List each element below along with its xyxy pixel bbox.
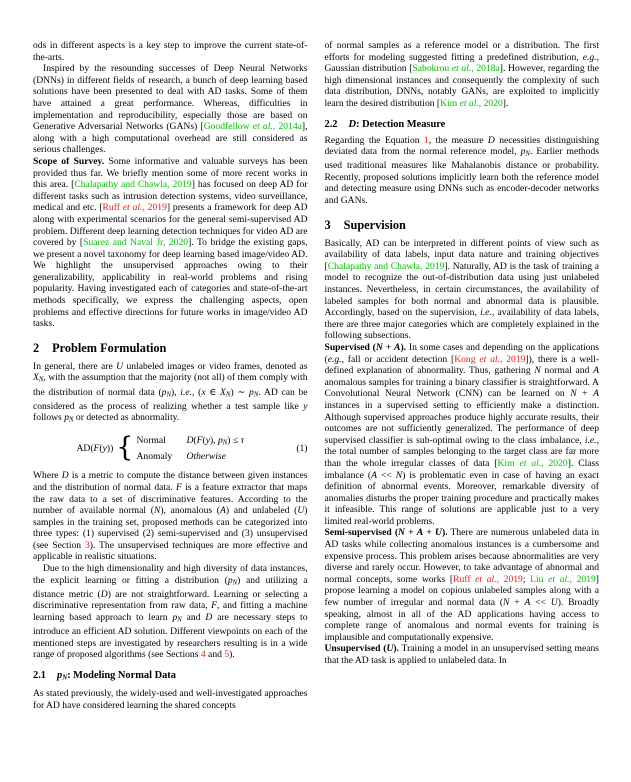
internal-ref-link[interactable]: 3 — [84, 539, 90, 551]
text-run: follows — [33, 412, 65, 424]
text-run: Basically, AD can be interpreted in different points of view such as availability of data labels, input data nature and training objectives [ — [324, 237, 599, 272]
text-run: N — [398, 527, 405, 539]
equation-block — [33, 434, 308, 463]
citation-link[interactable]: et al. — [548, 573, 570, 585]
text-run: , ( — [192, 386, 202, 398]
text-run: ) and unlabeled ( — [225, 505, 298, 517]
citation-link[interactable]: Goodfellow — [203, 121, 253, 133]
text-run: ods in different aspects is a key step to improve the current state-of-the-arts. — [33, 40, 308, 63]
text-run: Due to the high dimensionality and high diversity of data instances, the explicit learning or fitting a distribution ( — [33, 563, 308, 586]
section-number: 2 — [33, 340, 40, 355]
cases-brace-glyph: { — [116, 432, 134, 464]
text-run: i.e. — [584, 434, 597, 446]
text-run: : Detection Measure — [356, 118, 446, 130]
text-run: D — [205, 611, 213, 623]
text-run: + — [423, 527, 435, 539]
text-run: p — [172, 611, 178, 623]
text-run: ). — [229, 649, 235, 661]
text-run: ), — [171, 386, 181, 398]
text-run: p — [64, 412, 69, 424]
equation-case — [136, 435, 244, 449]
text-run: + — [576, 388, 594, 400]
text-run: ]. However, regarding the high dimensional instances and consequently the complexity of such data distribution, DNNs, notably GANs, are exploited to implicitly learn the desired distribution [ — [324, 63, 600, 109]
paragraph — [33, 361, 308, 426]
citation-link[interactable]: , 2020 — [541, 457, 568, 469]
citation-link[interactable]: Chalapathy and Chawla, 2019 — [74, 179, 192, 191]
text-run: A — [371, 469, 377, 481]
text-run: F — [175, 481, 182, 493]
text-run: instances in a supervised setting to efficiently make a distinction. Although supervised approaches produce highly accurate results, their outcomes are not sufficiently generalized. The performance of deep supervised classifier is sub-optimal owing to the class imbalance, — [324, 399, 599, 446]
text-run: D — [348, 118, 357, 130]
text-run: N — [375, 341, 383, 353]
text-run: N — [68, 416, 74, 424]
text-run: D — [487, 134, 495, 146]
citation-link[interactable]: Ruff — [453, 573, 476, 585]
text-run: ], along with a high computational overhead are still considered as serious challenges. — [33, 121, 308, 156]
text-run: ) ≤ — [227, 435, 241, 447]
internal-ref-link[interactable]: 5 — [224, 649, 230, 661]
text-run: , the total number of samples belonging to the target class are far more than the whole irregular classes of data [ — [324, 434, 599, 469]
text-run: ] propose learning a model on copious unlabeled samples along with a few number of irregular and normal data ( — [324, 573, 599, 609]
text-run: Where — [33, 470, 62, 482]
text-run: ]. — [502, 97, 509, 109]
text-run: ) ∼ — [230, 386, 250, 398]
citation-link[interactable]: et al. — [519, 457, 542, 469]
text-run: + — [382, 341, 395, 353]
text-run: D — [186, 435, 194, 447]
paragraph — [325, 643, 600, 666]
text-run: A — [593, 365, 599, 377]
citation-link[interactable]: et al. — [122, 202, 143, 214]
text-run: , Gaussian distribution [ — [324, 51, 599, 75]
internal-ref-link[interactable]: 1 — [423, 134, 429, 146]
text-run: ( — [99, 443, 103, 455]
text-run: N — [225, 391, 231, 399]
text-run: A — [593, 388, 599, 400]
section-title: Supervision — [343, 217, 406, 232]
text-run: Otherwise — [186, 450, 226, 462]
text-run: p — [57, 669, 63, 681]
citation-link[interactable]: et al. — [479, 353, 500, 365]
text-run: Regarding the Equation — [324, 134, 424, 146]
text-run: A — [416, 527, 424, 539]
right-column — [325, 40, 600, 768]
equation-lhs — [76, 443, 113, 455]
citation-link[interactable]: Kim — [497, 457, 520, 469]
text-run: ) samples in the training set, proposed methods can be categorized into three types: (1) supervised (2) semi-supervised and (3) unsupervised (see Section — [33, 505, 308, 551]
text-run: N — [503, 597, 510, 609]
text-run: ∈ — [205, 386, 221, 398]
text-run: e.g. — [327, 353, 342, 365]
text-run: F — [196, 435, 203, 447]
citation-link[interactable]: , 2019 — [499, 353, 526, 365]
citation-link[interactable]: , 2018a — [471, 63, 500, 75]
text-run: ), — [209, 435, 218, 447]
text-run: << — [530, 597, 551, 609]
text-run: , availability of data labels, there are three major categories which are completely explained in the following subsections. — [324, 307, 599, 342]
text-run: is a feature extractor that maps the raw data to a set of discriminative features. According to the number of available normal ( — [33, 481, 308, 517]
text-run: y — [303, 400, 308, 412]
subsection-heading — [325, 119, 600, 131]
citation-link[interactable]: Kim — [440, 97, 460, 109]
citation-link[interactable]: Suarez and Naval Jr, 2020 — [83, 237, 189, 249]
text-run: N — [38, 376, 44, 384]
citation-link[interactable]: Ruff — [102, 202, 123, 214]
text-run: U — [435, 527, 442, 539]
text-run: p — [217, 435, 223, 447]
text-run: Normal — [136, 435, 166, 447]
text-run: ). The unsupervised techniques are more effective and applicable in realistic situations. — [33, 539, 308, 563]
equation-case — [136, 451, 244, 463]
text-run: ) is problematic even in case of having an exact definition of abnormal events. Moreover, remarkable diversity of anomalies disturbs the proper training procedure and practically makes it infeasible. This range of solutions are applicable just to a very limited real-world problems. — [324, 469, 599, 527]
text-run: U — [297, 505, 305, 517]
text-run: are necessary steps to introduce an efficient AD solution. Different viewpoints on each of the mentioned steps are investigated by researchers resulting is in a wide range of proposed algorithms (see Sections — [33, 611, 308, 661]
paragraph — [33, 63, 308, 156]
paragraph — [33, 156, 308, 330]
text-run: or detected as abnormality. — [73, 412, 180, 424]
paragraph — [33, 40, 308, 63]
citation-link[interactable]: , 2019 — [142, 202, 167, 214]
text-run: Inspired by the resounding successes of Deep Neural Networks (DNNs) in different fields of research, a bunch of deep learning based solutions have been presented to deal with AD tasks. Some of them have attained a great performance. Whereas, difficulties in implementation and reproducibility, especially those are based on Generative Adversarial Networks (GANs) [ — [33, 63, 308, 133]
text-run: p — [161, 386, 167, 398]
text-run: ). — [400, 341, 407, 353]
section-number: 2.1 — [33, 669, 46, 681]
text-run: Supervised ( — [324, 341, 376, 353]
text-run: necessities distinguishing deviated data from the normal reference model, — [324, 134, 599, 158]
citation-link[interactable]: , 2014a — [272, 121, 302, 133]
text-run: ). Broadly speaking, almost in all of the AD applications having access to complete range of anomalous and normal events for training is implausible and computationally expensive. — [324, 597, 599, 643]
paragraph — [325, 40, 600, 110]
text-run: and — [181, 611, 206, 623]
citation-link[interactable]: et al. — [459, 97, 479, 109]
left-column — [33, 40, 308, 768]
text-run: F — [211, 600, 218, 612]
text-run: Some informative and valuable surveys has been provided thus far. We briefly mention some of more recent works in this area. [ — [33, 155, 308, 191]
text-run: ( — [202, 435, 206, 447]
case-label — [136, 451, 186, 463]
text-run: and — [205, 649, 225, 661]
text-run: . AD can be considered as the process of realizing whether a test sample like — [33, 386, 308, 412]
text-run: ) and utilizing a distance metric ( — [33, 574, 308, 600]
section-number: 2.2 — [324, 118, 338, 130]
citation-link[interactable]: , 2019 — [569, 573, 596, 585]
citation-link[interactable]: et al. — [451, 63, 472, 75]
text-run: D — [61, 470, 69, 482]
text-run: Training a model in an unsupervised setting means that the AD task is applied to unlabeled data. In — [324, 643, 599, 666]
paragraph — [33, 563, 308, 661]
equation-number: (1) — [296, 443, 308, 455]
text-run: Semi-supervised ( — [324, 527, 399, 539]
text-run: e.g. — [582, 51, 597, 63]
paragraph — [325, 527, 600, 643]
text-run: , with the assumption that the majority (not all) of them comply with the distribution of normal data ( — [33, 372, 308, 398]
text-run: << — [376, 469, 396, 481]
text-run: N — [395, 469, 403, 481]
text-run: N — [62, 674, 68, 682]
internal-ref-link[interactable]: 4 — [200, 649, 206, 661]
subsection-heading — [33, 670, 308, 685]
text-run: ]. To bridge the existing gaps, we present a novel taxonomy for deep learning based image/video AD. We highlight the unsupervised approaches owing to their generalizability, applicability in real-world problems and rising popularity. Having investigated each of categories and state-of-the-art methods specifically, we express the challenging aspects, open problems and effective directions for future works in image/video AD tasks. — [33, 237, 308, 330]
text-run: U — [386, 643, 394, 655]
text-run: N — [166, 391, 172, 399]
text-run: N — [534, 365, 541, 377]
text-run: normal and — [540, 365, 594, 377]
text-run: U — [550, 597, 558, 609]
text-run: y — [205, 435, 210, 447]
text-run: N — [570, 388, 577, 400]
text-run: ; — [522, 573, 531, 585]
section-title: Problem Formulation — [52, 340, 167, 355]
text-run: : Modeling Normal Data — [67, 669, 176, 681]
text-run: of normal samples as a reference model or a distribution. The first efforts for modeling suggested fitting a predefined distribution, — [324, 40, 599, 63]
text-run: ]. Class imbalance ( — [324, 457, 600, 481]
text-run: There are numerous unlabeled data in AD tasks while collecting anomalous instances is a cumbersome and expensive process. This problem arises because abnormalities are very diverse and rarely occur. However, to take advantage of abnormal and normal concepts, some works [ — [324, 527, 600, 585]
section-title — [349, 119, 446, 131]
text-run: τ — [240, 435, 244, 447]
text-run: D — [100, 588, 108, 600]
text-run: ) are not straightforward. Learning or selecting a discriminative representation from raw data, — [33, 588, 308, 612]
paragraph — [33, 470, 308, 563]
text-run: i.e. — [180, 386, 193, 398]
text-run: ] presents a framework for deep AD along with experimental scenarios for the general semi-supervised AD problem. Different deep learning detection techniques for video AD are covered by [ — [33, 202, 308, 249]
citation-link[interactable]: Sabokrou — [412, 63, 452, 75]
text-run: A — [524, 597, 531, 609]
text-run: In some cases and depending on the applications ( — [324, 341, 600, 365]
text-run: A — [394, 341, 401, 353]
text-run: As stated previously, the widely-used and well-investigated approaches for AD have considered learning the shared concepts — [33, 688, 308, 711]
text-run: ). — [441, 527, 448, 539]
text-run: Scope of Survey. — [33, 155, 105, 167]
section-heading — [325, 218, 600, 232]
text-run: N — [232, 579, 238, 587]
text-run: ]), there is a well-defined explanation of abnormality. Thus, gathering — [324, 353, 600, 377]
text-run: , and fitting a machine learning based approach to learn — [33, 600, 308, 623]
text-run: )) — [106, 443, 114, 455]
paragraph — [325, 238, 600, 342]
text-run: F — [93, 443, 100, 455]
text-run: AD( — [76, 443, 94, 455]
case-condition — [186, 435, 244, 449]
text-run: A — [219, 505, 226, 517]
text-run: is a metric to compute the distance between given instances and the distribution of normal data. — [33, 470, 308, 493]
citation-link[interactable]: et al. — [252, 121, 273, 133]
citation-link[interactable]: Chalapathy and Chawla, 2019 — [327, 260, 445, 272]
text-run: ]. Naturally, AD is the task of training a model to recognize the out-of-distribution data using just unlabeled instances. Nevertheless, in certain circumstances, the availability of labeled samples for both normal and abnormal data is plausible. Accordingly, based on the supervision, — [324, 260, 599, 319]
text-run: ), anomalous ( — [160, 505, 220, 517]
text-run: i.e. — [480, 307, 492, 319]
citation-link[interactable]: Liu — [530, 573, 549, 585]
text-run: ( — [193, 435, 197, 447]
text-run: y — [102, 443, 107, 455]
paragraph — [33, 688, 308, 711]
citation-link[interactable]: , 2019 — [496, 573, 523, 585]
text-run: , the measure — [428, 134, 488, 146]
text-run: U — [116, 360, 124, 372]
section-number: 3 — [324, 217, 331, 232]
text-run: . Earlier methods used traditional measures like Mahalanobis distance or probability. Recently, proposed solutions implicitly learn both the reference model and detecting measure using DNNs such as encoder-decoder networks and GANs. — [324, 146, 599, 207]
text-run: p — [520, 146, 526, 158]
text-run: Unsupervised ( — [324, 643, 387, 655]
paragraph — [325, 135, 600, 207]
text-run: , fall or accident detection [ — [341, 353, 455, 365]
case-condition — [186, 451, 225, 463]
citation-link[interactable]: Kong — [454, 353, 480, 365]
text-run: N — [177, 616, 182, 624]
text-run: unlabeled images or video frames, denoted as — [123, 360, 308, 372]
text-run: x — [201, 386, 206, 398]
text-run: N — [525, 150, 530, 158]
text-run: N — [253, 391, 259, 399]
section-title — [57, 670, 176, 685]
text-run: ). — [393, 643, 399, 655]
citation-link[interactable]: et al. — [475, 573, 497, 585]
text-run: X — [33, 372, 39, 384]
text-run: + — [404, 527, 417, 539]
text-run: p — [249, 386, 254, 398]
text-run: In general, there are — [33, 360, 117, 372]
text-run: anomalous samples for training a binary classifier is straightforward. A Convolutional Neural Network (CNN) can be learned on — [324, 376, 599, 400]
text-run: + — [509, 597, 525, 609]
text-run: X — [220, 386, 226, 398]
text-run: N — [153, 505, 161, 517]
text-run: Anomaly — [136, 450, 173, 462]
text-run: ] has focused on deep AD for different tasks such as intrusion detection systems, video surveillance, medical and etc. [ — [33, 179, 308, 214]
text-run: p — [227, 574, 233, 586]
case-label — [136, 435, 186, 449]
citation-link[interactable]: , 2020 — [478, 97, 503, 109]
section-heading — [33, 341, 308, 355]
paragraph — [325, 342, 600, 528]
text-run: N — [222, 439, 228, 447]
